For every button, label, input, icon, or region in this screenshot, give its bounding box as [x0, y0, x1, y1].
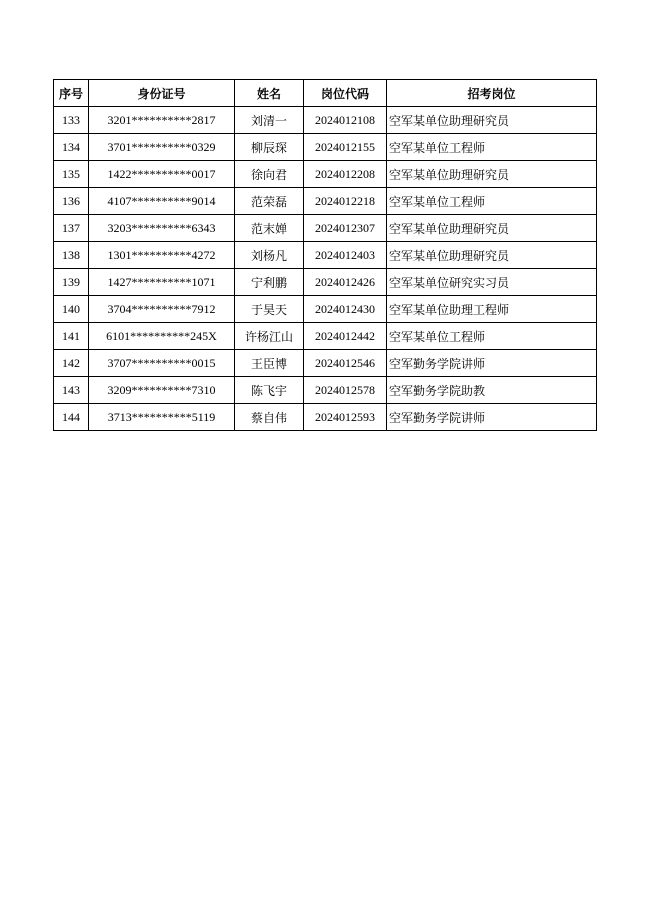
- cell-position-code: 2024012307: [304, 215, 387, 242]
- cell-serial-number: 140: [54, 296, 89, 323]
- cell-id-number: 3707**********0015: [89, 350, 235, 377]
- cell-position-code: 2024012546: [304, 350, 387, 377]
- header-serial-number: 序号: [54, 80, 89, 107]
- cell-position: 空军某单位工程师: [387, 188, 597, 215]
- cell-position: 空军某单位助理研究员: [387, 107, 597, 134]
- cell-position-code: 2024012403: [304, 242, 387, 269]
- cell-position-code: 2024012430: [304, 296, 387, 323]
- cell-position-code: 2024012155: [304, 134, 387, 161]
- table-row: [54, 377, 597, 404]
- cell-position: 空军某单位工程师: [387, 323, 597, 350]
- cell-position: 空军某单位助理研究员: [387, 215, 597, 242]
- cell-name: 蔡自伟: [235, 404, 304, 431]
- table-row: [54, 323, 597, 350]
- table-row: [54, 215, 597, 242]
- header-row: [54, 80, 597, 107]
- cell-position-code: 2024012442: [304, 323, 387, 350]
- cell-serial-number: 137: [54, 215, 89, 242]
- cell-name: 陈飞宇: [235, 377, 304, 404]
- cell-serial-number: 142: [54, 350, 89, 377]
- cell-position: 空军某单位助理研究员: [387, 242, 597, 269]
- cell-serial-number: 141: [54, 323, 89, 350]
- cell-position: 空军某单位研究实习员: [387, 269, 597, 296]
- table-row: [54, 269, 597, 296]
- cell-position: 空军勤务学院讲师: [387, 350, 597, 377]
- cell-id-number: 4107**********9014: [89, 188, 235, 215]
- cell-position: 空军勤务学院助教: [387, 377, 597, 404]
- table-body: [54, 107, 597, 431]
- cell-id-number: 3701**********0329: [89, 134, 235, 161]
- cell-name: 刘清一: [235, 107, 304, 134]
- header-position: 招考岗位: [387, 80, 597, 107]
- header-position-code: 岗位代码: [304, 80, 387, 107]
- cell-name: 范末婵: [235, 215, 304, 242]
- cell-serial-number: 136: [54, 188, 89, 215]
- cell-serial-number: 144: [54, 404, 89, 431]
- cell-name: 刘杨凡: [235, 242, 304, 269]
- table-header: [54, 80, 597, 107]
- header-name: 姓名: [235, 80, 304, 107]
- table-row: [54, 134, 597, 161]
- cell-name: 柳辰琛: [235, 134, 304, 161]
- cell-position-code: 2024012108: [304, 107, 387, 134]
- candidate-table: [53, 79, 597, 431]
- cell-position: 空军某单位助理工程师: [387, 296, 597, 323]
- cell-position-code: 2024012578: [304, 377, 387, 404]
- cell-name: 范荣磊: [235, 188, 304, 215]
- cell-id-number: 3201**********2817: [89, 107, 235, 134]
- cell-id-number: 3209**********7310: [89, 377, 235, 404]
- table-row: [54, 161, 597, 188]
- cell-position: 空军某单位工程师: [387, 134, 597, 161]
- cell-serial-number: 135: [54, 161, 89, 188]
- table-row: [54, 107, 597, 134]
- cell-position: 空军某单位助理研究员: [387, 161, 597, 188]
- cell-id-number: 3713**********5119: [89, 404, 235, 431]
- cell-id-number: 3704**********7912: [89, 296, 235, 323]
- cell-position-code: 2024012426: [304, 269, 387, 296]
- cell-name: 于昊天: [235, 296, 304, 323]
- cell-name: 王臣博: [235, 350, 304, 377]
- cell-name: 宁利鹏: [235, 269, 304, 296]
- cell-name: 许杨江山: [235, 323, 304, 350]
- cell-id-number: 3203**********6343: [89, 215, 235, 242]
- cell-position-code: 2024012593: [304, 404, 387, 431]
- cell-id-number: 6101**********245X: [89, 323, 235, 350]
- cell-serial-number: 143: [54, 377, 89, 404]
- table-row: [54, 242, 597, 269]
- cell-serial-number: 133: [54, 107, 89, 134]
- table-row: [54, 404, 597, 431]
- table-row: [54, 350, 597, 377]
- cell-name: 徐向君: [235, 161, 304, 188]
- cell-id-number: 1301**********4272: [89, 242, 235, 269]
- cell-position-code: 2024012208: [304, 161, 387, 188]
- cell-id-number: 1422**********0017: [89, 161, 235, 188]
- cell-serial-number: 134: [54, 134, 89, 161]
- cell-position-code: 2024012218: [304, 188, 387, 215]
- cell-position: 空军勤务学院讲师: [387, 404, 597, 431]
- table-row: [54, 296, 597, 323]
- cell-id-number: 1427**********1071: [89, 269, 235, 296]
- cell-serial-number: 138: [54, 242, 89, 269]
- cell-serial-number: 139: [54, 269, 89, 296]
- header-id-number: 身份证号: [89, 80, 235, 107]
- table-row: [54, 188, 597, 215]
